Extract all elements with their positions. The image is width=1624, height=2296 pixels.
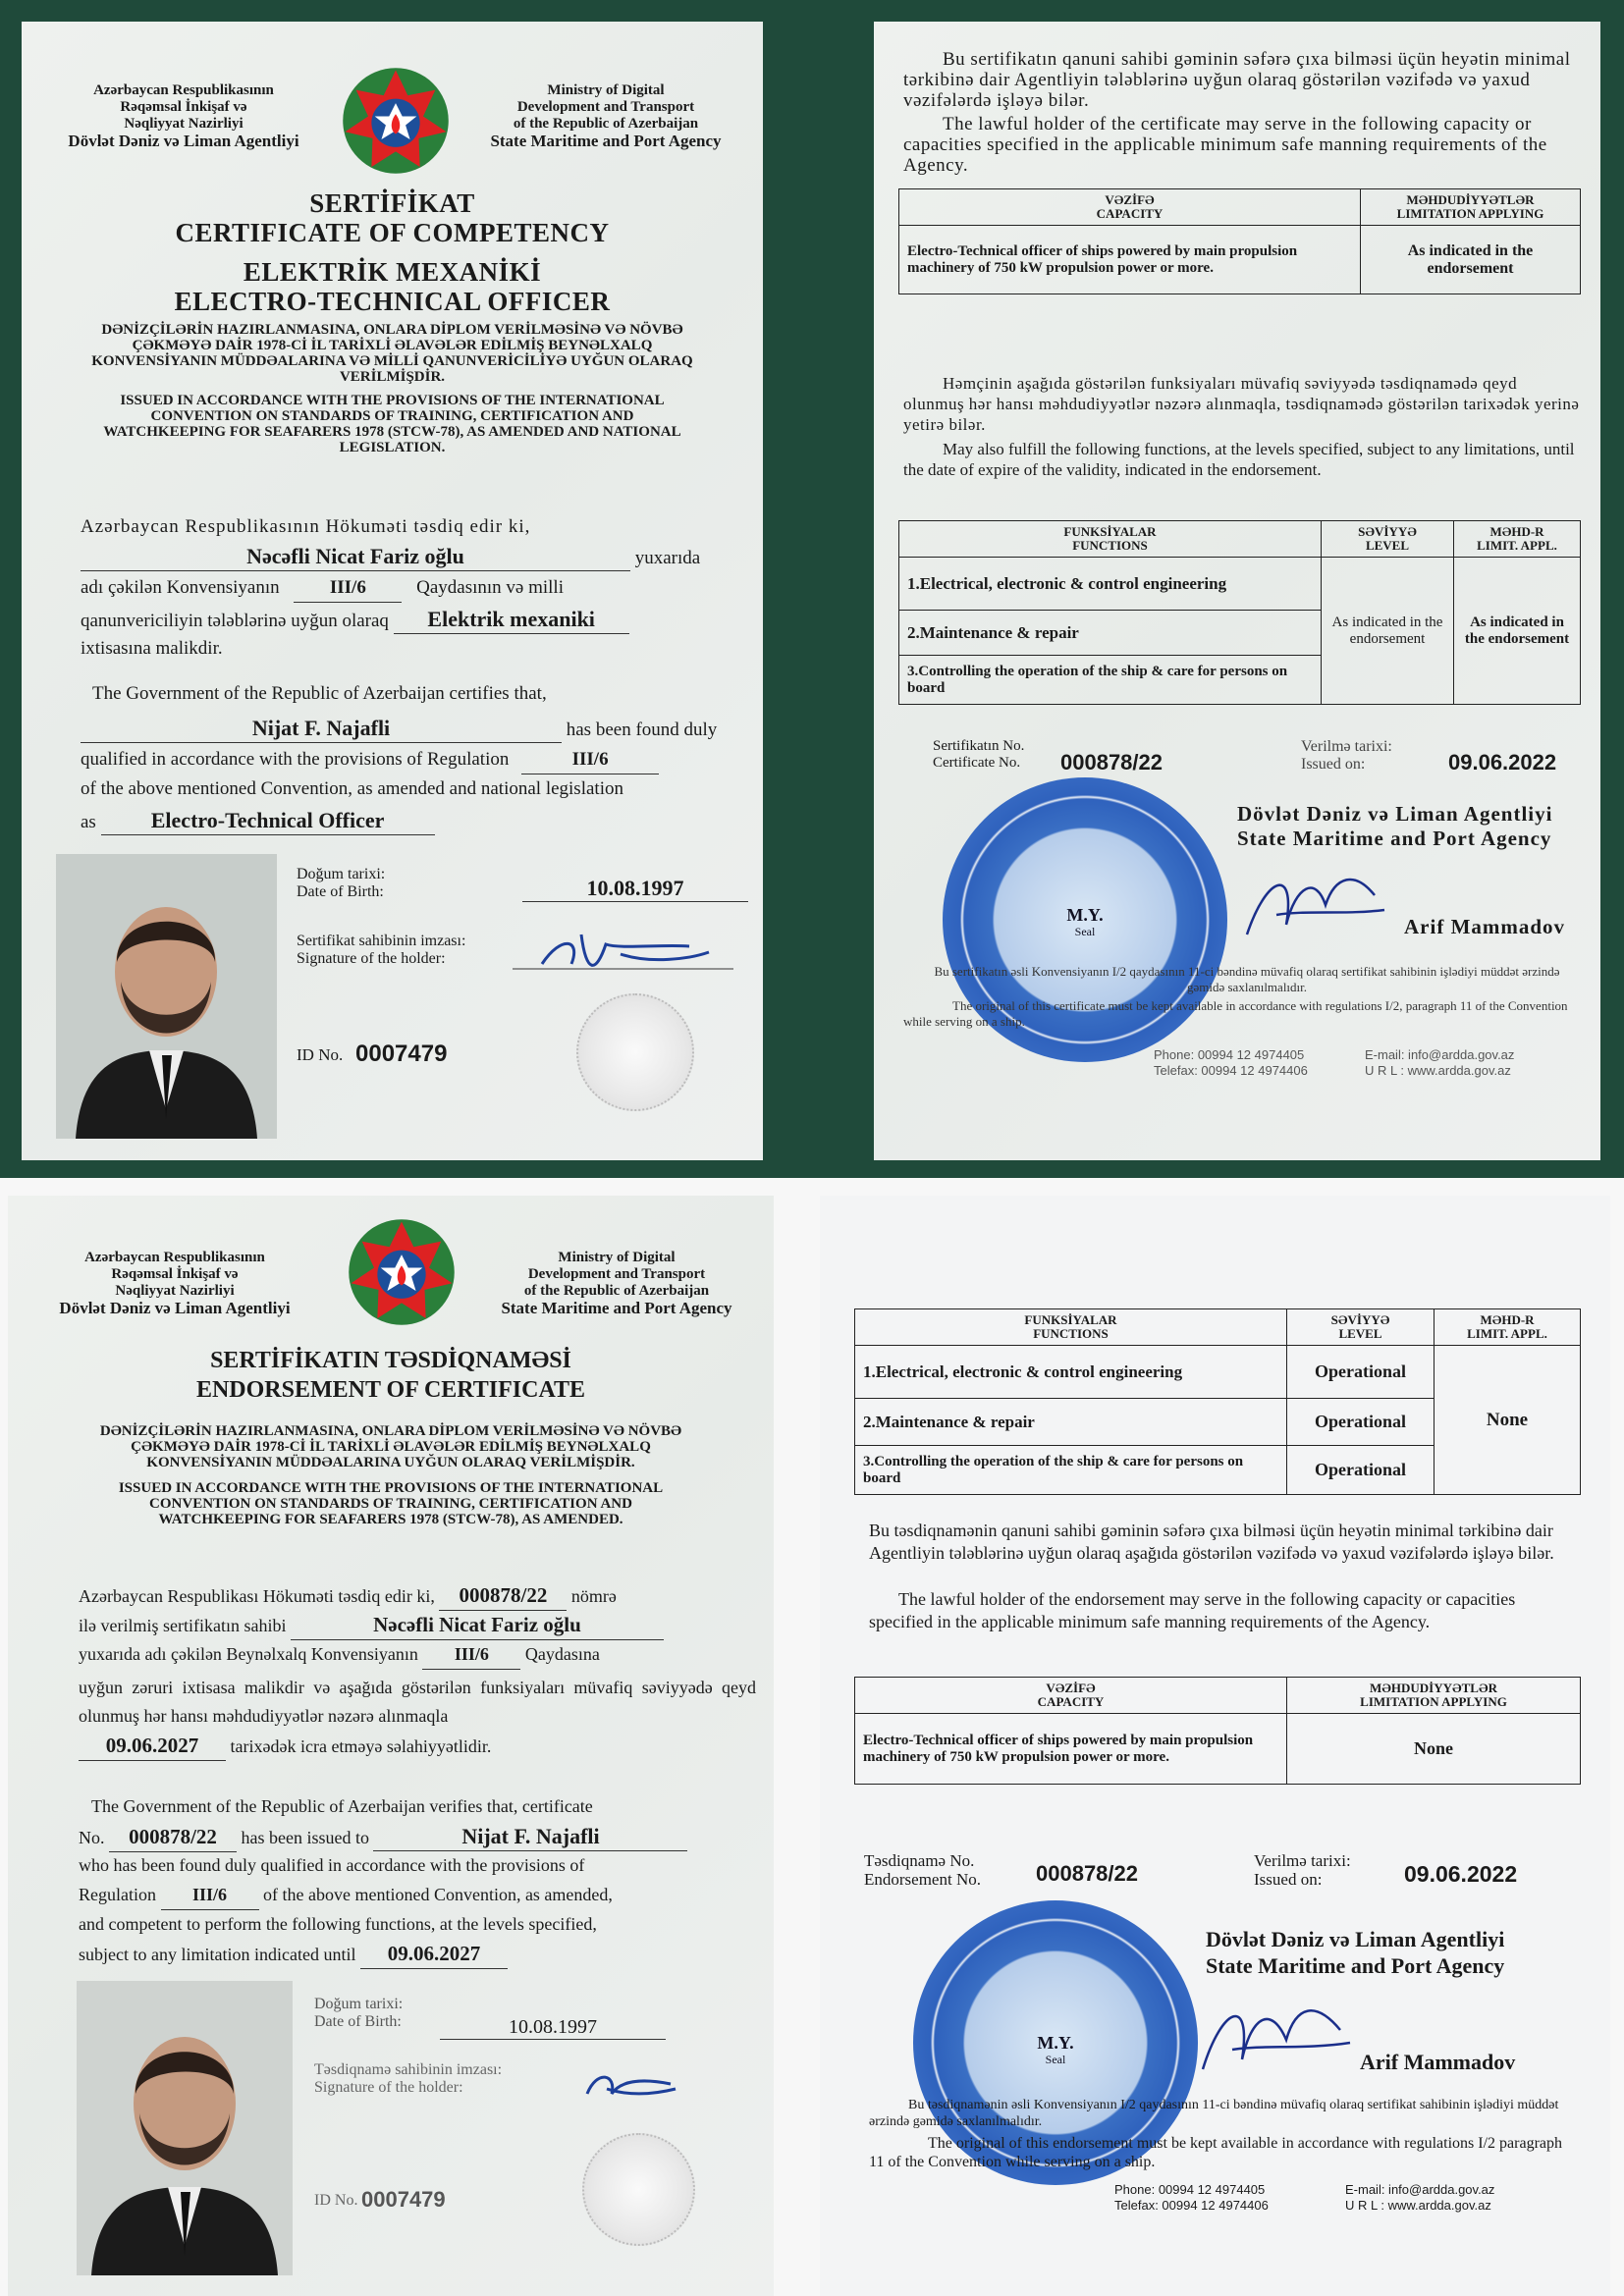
limit-cell: As indicated in the endorsement (1454, 558, 1581, 705)
endorse-en-line5: and competent to perform the following functions, at the levels specified, (79, 1914, 597, 1934)
endorse-en-line3: who has been found duly qualified in accordance with the provisions of (79, 1855, 585, 1875)
limitation-cell: None (1287, 1714, 1581, 1785)
az-statement-line4: ixtisasına malikdir. (81, 638, 223, 659)
rank-title-en: ELECTRO-TECHNICAL OFFICER (174, 287, 611, 316)
certno-label-en: Certificate No. (933, 755, 1021, 771)
functions-paragraph-en: May also fulfill the following functions, at the levels specified, subject to any limitations, until the date of expire of the validity, indicated in the endorsement. (903, 440, 1575, 479)
certificate-number: 000878/22 (109, 1823, 237, 1852)
dob-label-en: Date of Birth: (297, 883, 384, 900)
endorse-en-line6 (79, 1940, 766, 1969)
header-en: LEVEL (1338, 1326, 1382, 1341)
header-line: Development and Transport (516, 99, 695, 115)
level-cell-1: Operational (1287, 1346, 1435, 1399)
legal-basis-en: ISSUED IN ACCORDANCE WITH THE PROVISIONS OF THE INTERNATIONAL CONVENTION ON STANDARDS OF TRAINING, CERTIFICATION AND WATCHKEEPING FOR SEAFARERS 1978 (STCW-78), AS AMENDED. (118, 1480, 664, 1527)
id-label: ID No. (297, 1045, 344, 1064)
header-az: FUNKSİYALAR (1024, 1312, 1117, 1327)
header-issuer-en (469, 1250, 764, 1316)
capacity-paragraph-az: Bu təsdiqnamənin qanuni sahibi gəminin səfərə çıxa bilməsi üçün heyətin minimal tərkibinə dair Agentliyin tələblərinə uyğun olaraq aşağıda göstərilən vəzifədə və yaxud vəzifələrdə işləyə bilər. (869, 1521, 1554, 1563)
endorse-az-line3 (79, 1640, 766, 1670)
signature-label-az: Təsdiqnamə sahibinin imzası: (314, 2061, 503, 2078)
embossed-seal (576, 993, 694, 1111)
website-url: U R L : www.ardda.gov.az (1345, 2198, 1491, 2213)
dob-label-en: Date of Birth: (314, 2013, 402, 2030)
regulation-number: III/6 (422, 1640, 520, 1670)
dob-labels (314, 1996, 403, 2031)
capacity-paragraph-az: Bu sertifikatın qanuni sahibi gəminin səfərə çıxa bilməsi üçün heyətin minimal tərkibinə dair Agentliyin tələblərinə uyğun olaraq göstərilən vəzifədə və yaxud vəzifələrdə işləyə bilər. (903, 49, 1571, 111)
website-url: U R L : www.ardda.gov.az (1365, 1063, 1511, 1078)
signature-label-en: Signature of the holder: (314, 2079, 463, 2096)
stamp-mark: M.Y. (1066, 905, 1104, 925)
az-text: adı çəkilən Konvensiyanın (81, 577, 280, 598)
phone: Phone: 00994 12 4974405 (1154, 1047, 1305, 1062)
endorse-az-line5 (79, 1732, 766, 1761)
header-line: Dövlət Dəniz və Liman Agentliyi (68, 132, 299, 150)
endorse-az-line2 (79, 1611, 766, 1640)
valid-until-date: 09.06.2027 (360, 1940, 508, 1969)
functions-table (854, 1308, 1581, 1495)
az-statement-line3 (81, 605, 748, 635)
header-en: LIMIT. APPL. (1477, 538, 1557, 553)
header-line: Azərbaycan Respublikasının (93, 82, 274, 98)
en-statement-line1 (81, 714, 748, 744)
en-text: No. (79, 1828, 105, 1847)
certificate-title-en: CERTIFICATE OF COMPETENCY (175, 218, 610, 247)
issue-date: 09.06.2022 (1404, 1861, 1518, 1887)
az-text: yuxarıda (634, 548, 701, 568)
function-row-2: 2.Maintenance & repair (855, 1399, 1287, 1446)
header-issuer-az (32, 1250, 317, 1316)
date-of-birth: 10.08.1997 (522, 876, 748, 902)
stamp-mark: M.Y. (1037, 2033, 1074, 2053)
stamp-mark-en: Seal (1074, 925, 1096, 938)
valid-until-date: 09.06.2027 (79, 1732, 226, 1761)
email: E-mail: info@ardda.gov.az (1345, 2182, 1495, 2197)
az-text: Qaydasına (524, 1644, 600, 1664)
certificate-title-az: SERTİFİKAT (309, 188, 475, 218)
agency-name-en: State Maritime and Port Agency (1237, 827, 1552, 850)
issued-labels (1301, 738, 1392, 774)
person-photo-icon (77, 1981, 293, 2275)
holder-name-en: Nijat F. Najafli (373, 1822, 687, 1851)
holder-name-az: Nəcəfli Nicat Fariz oğlu (81, 542, 630, 571)
az-text: tarixədək icra etməyə səlahiyyətlidir. (230, 1736, 492, 1756)
header-en: LIMITATION APPLYING (1360, 1694, 1507, 1709)
official-signature-icon (1193, 1986, 1360, 2084)
original-note-az: Bu sertifikatın əsli Konvensiyanın I/2 qaydasının 11-ci bəndinə müvafiq olaraq sertifikat sahibinin işlədiyi müddət ərzində gəmidə saxlanılmalıdır. (934, 964, 1560, 994)
capacity-paragraph-en: The lawful holder of the endorsement may serve in the following capacity or capacities specified in the applicable minimum safe manning requirements of the Agency. (869, 1589, 1516, 1631)
capacity-paragraph-en: The lawful holder of the certificate may serve in the following capacity or capacities specified in the applicable minimum safe manning requirements of the Agency. (903, 114, 1547, 176)
limitation-header (1287, 1678, 1581, 1714)
en-text: Regulation (79, 1885, 156, 1904)
telefax: Telefax: 00994 12 4974406 (1114, 2198, 1269, 2213)
capacity-table (854, 1677, 1581, 1785)
header-az: FUNKSİYALAR (1063, 524, 1157, 539)
agency-name-az: Dövlət Dəniz və Liman Agentliyi (1237, 802, 1553, 826)
header-line: Dövlət Dəniz və Liman Agentliyi (59, 1299, 291, 1317)
holder-name-en: Nijat F. Najafli (81, 714, 562, 743)
dob-label-az: Doğum tarixi: (314, 1996, 404, 2012)
header-issuer-en (459, 82, 753, 149)
functions-paragraph-az: Həmçinin aşağıda göstərilən funksiyaları müvafiq səviyyədə təsdiqnamədə qeyd olunmuş hər hansı məhdudiyyətlər nəzərə alınmaqla, təsdiqnamədə göstərilən tarixədək yerinə yetirə bilər. (903, 374, 1580, 434)
endorsement-page-right (820, 1196, 1610, 2296)
az-text: ilə verilmiş sertifikatın sahibi (79, 1616, 287, 1635)
header-line: State Maritime and Port Agency (490, 132, 722, 150)
header-en: LIMITATION APPLYING (1396, 206, 1544, 221)
header-line: Rəqəmsal İnkişaf və (111, 1266, 239, 1282)
functions-header (899, 521, 1322, 558)
issued-labels (1254, 1851, 1351, 1889)
header-line: Nəqliyyat Nazirliyi (124, 116, 244, 132)
header-line: Ministry of Digital (547, 82, 665, 98)
header-line: Ministry of Digital (558, 1250, 676, 1265)
original-note-az: Bu təsdiqnamənin əsli Konvensiyanın I/2 qaydasının 11-ci bəndinə müvafiq olaraq sertifikat sahibinin işlədiyi müddət ərzində gəmidə saxlanılmalıdır. (869, 2098, 1559, 2129)
email: E-mail: info@ardda.gov.az (1365, 1047, 1515, 1062)
original-note-en: The original of this certificate must be kept available in accordance with regulations I/2, paragraph 11 of the Convention while serving on a ship. (903, 998, 1568, 1029)
header-az: VƏZİFƏ (1105, 192, 1155, 207)
issue-date: 09.06.2022 (1448, 750, 1557, 774)
header-en: FUNCTIONS (1072, 538, 1148, 553)
certno-labels (933, 738, 1024, 772)
certificate-page-right (874, 22, 1600, 1160)
limitation-cell: As indicated in the endorsement (1361, 226, 1581, 294)
dob-label-az: Doğum tarixi: (297, 866, 386, 882)
phone-block (1154, 1047, 1308, 1079)
header-az: MƏHD-R (1480, 1312, 1535, 1327)
person-photo-icon (56, 854, 277, 1139)
header-line: of the Republic of Azerbaijan (513, 116, 699, 132)
signature-labels (314, 2061, 502, 2097)
level-header (1322, 521, 1454, 558)
capacity-header (855, 1678, 1287, 1714)
header-en: CAPACITY (1096, 206, 1164, 221)
level-cell-2: Operational (1287, 1399, 1435, 1446)
endorse-en-line1: The Government of the Republic of Azerbaijan verifies that, certificate (91, 1796, 593, 1816)
en-text: has been found duly (566, 720, 718, 740)
az-text: yuxarıda adı çəkilən Beynəlxalq Konvensiyanın (79, 1644, 418, 1664)
level-header (1287, 1309, 1435, 1346)
az-text: qanunvericiliyin tələblərinə uyğun olaraq (81, 611, 389, 631)
certificate-number: 000878/22 (439, 1581, 567, 1611)
header-az: MƏHD-R (1489, 524, 1544, 539)
regulation-number: III/6 (161, 1881, 259, 1910)
az-text: Azərbaycan Respublikası Hökuməti təsdiq edir ki, (79, 1586, 435, 1606)
signatory-name: Arif Mammadov (1360, 2050, 1516, 2074)
limit-header (1435, 1309, 1581, 1346)
regulation-number: III/6 (521, 745, 659, 774)
endorse-az-line4: uyğun zəruri ixtisasa malikdir və aşağıda göstərilən funksiyaları müvafiq səviyyədə qeyd olunmuş hər hansı məhdudiyyətlər nəzərə alınmaqla (79, 1678, 756, 1726)
no-label-en: Endorsement No. (864, 1870, 981, 1889)
limit-cell: None (1435, 1346, 1581, 1495)
signatory-name: Arif Mammadov (1404, 915, 1566, 938)
endorse-en-line4 (79, 1881, 766, 1910)
en-text: of the above mentioned Convention, as amended, (263, 1885, 613, 1904)
function-row-2: 2.Maintenance & repair (899, 611, 1322, 656)
endorsement-title-az: SERTİFİKATIN TƏSDİQNAMƏSİ (210, 1348, 571, 1373)
capacity-cell: Electro-Technical officer of ships powered by main propulsion machinery of 750 kW propulsion power or more. (855, 1714, 1287, 1785)
stamp-mark-en: Seal (1045, 2053, 1066, 2066)
legal-basis-az: DƏNİZÇİLƏRİN HAZIRLANMASINA, ONLARA DİPLOM VERİLMƏSİNƏ VƏ NÖVBƏ ÇƏKMƏYƏ DAİR 1978-Cİ İL TARİXLİ ƏLAVƏLƏR EDİLMİŞ BEYNƏLXALQ KONVENSİYANIN MÜDDƏALARINA VƏ MİLLİ QANUNVERİCİLİYƏ UYĞUN OLARAQ VERİLMİŞDİR. (91, 322, 693, 385)
header-issuer-az (41, 82, 326, 149)
header-en: LIMIT. APPL. (1467, 1326, 1547, 1341)
signature-label-en: Signature of the holder: (297, 950, 446, 967)
en-text: as (81, 812, 96, 832)
header-az: MƏHDUDİYYƏTLƏR (1406, 192, 1535, 207)
az-text: nömrə (570, 1586, 617, 1606)
header-en: FUNCTIONS (1033, 1326, 1109, 1341)
telefax: Telefax: 00994 12 4974406 (1154, 1063, 1308, 1078)
agency-name-en: State Maritime and Port Agency (1206, 1953, 1505, 1978)
id-number: 0007479 (361, 2187, 446, 2212)
header-line: State Maritime and Port Agency (501, 1299, 732, 1317)
no-label-az: Təsdiqnamə No. (864, 1851, 975, 1870)
id-number: 0007479 (355, 1041, 448, 1067)
limit-header (1454, 521, 1581, 558)
header-line: Development and Transport (527, 1266, 706, 1282)
header-az: SƏVİYYƏ (1358, 524, 1417, 539)
endorse-en-line2 (79, 1822, 766, 1852)
functions-header (855, 1309, 1287, 1346)
issued-label-az: Verilmə tarixi: (1254, 1851, 1351, 1870)
web-block (1345, 2182, 1494, 2214)
certificate-page-left (22, 22, 763, 1160)
original-note-en: The original of this endorsement must be kept available in accordance with regulations I/2 paragraph 11 of the Convention while serving on a ship. (869, 2135, 1562, 2170)
holder-photo (77, 1981, 293, 2275)
regulation-number: III/6 (294, 573, 402, 603)
header-line: Rəqəmsal İnkişaf və (120, 99, 247, 115)
limitation-header (1361, 189, 1581, 226)
level-cell: As indicated in the endorsement (1322, 558, 1454, 705)
endorsement-number: 000878/22 (1036, 1861, 1138, 1886)
capacity-cell: Electro-Technical officer of ships powered by main propulsion machinery of 750 kW propulsion power or more. (899, 226, 1361, 294)
holder-signature-icon (513, 925, 738, 984)
official-signature-icon (1237, 856, 1394, 944)
en-text: qualified in accordance with the provisions of Regulation (81, 749, 510, 770)
phone-block (1114, 2182, 1269, 2214)
az-statement-line2 (81, 573, 748, 603)
header-line: of the Republic of Azerbaijan (523, 1283, 710, 1299)
web-block (1365, 1047, 1514, 1079)
en-text: subject to any limitation indicated until (79, 1945, 356, 1964)
certno-label-az: Sertifikatın No. (933, 738, 1025, 754)
capacity-header (899, 189, 1361, 226)
state-emblem-icon (341, 66, 451, 176)
legal-basis-en: ISSUED IN ACCORDANCE WITH THE PROVISIONS OF THE INTERNATIONAL CONVENTION ON STANDARDS OF TRAINING, CERTIFICATION AND WATCHKEEPING FOR SEAFARERS 1978 (STCW-78), AS AMENDED AND NATIONAL LEGISLATION. (103, 393, 681, 455)
header-line: Nəqliyyat Nazirliyi (115, 1283, 235, 1299)
holder-name-az: Nəcəfli Nicat Fariz oğlu (291, 1611, 664, 1640)
az-text: Qaydasının və milli (416, 577, 564, 598)
endorsement-page-left (8, 1196, 774, 2296)
endorsement-title-en: ENDORSEMENT OF CERTIFICATE (195, 1377, 586, 1403)
function-row-1: 1.Electrical, electronic & control engineering (899, 558, 1322, 611)
header-az: MƏHDUDİYYƏTLƏR (1370, 1681, 1497, 1695)
id-label: ID No. (314, 2192, 358, 2209)
en-statement-line2 (81, 745, 758, 774)
en-statement-intro: The Government of the Republic of Azerbaijan certifies that, (92, 683, 547, 704)
endorsement-no-labels (864, 1851, 981, 1889)
signature-labels (297, 933, 465, 968)
issued-label-en: Issued on: (1254, 1870, 1323, 1889)
phone: Phone: 00994 12 4974405 (1114, 2182, 1266, 2197)
rank-title-az: ELEKTRİK MEXANİKİ (243, 257, 542, 287)
level-cell-3: Operational (1287, 1446, 1435, 1495)
en-statement-line3: of the above mentioned Convention, as amended and national legislation (81, 778, 623, 799)
certificate-number: 000878/22 (1060, 750, 1163, 774)
agency-name-az: Dövlət Dəniz və Liman Agentliyi (1206, 1927, 1505, 1951)
en-statement-line4 (81, 806, 758, 836)
header-az: VƏZİFƏ (1046, 1681, 1096, 1695)
endorse-az-line1 (79, 1581, 766, 1611)
az-statement-intro: Azərbaycan Respublikasının Hökuməti təsdiq edir ki, (81, 516, 531, 537)
header-en: CAPACITY (1037, 1694, 1105, 1709)
issued-label-az: Verilmə tarixi: (1301, 738, 1392, 755)
header-en: LEVEL (1365, 538, 1410, 553)
signature-label-az: Sertifikat sahibinin imzası: (297, 933, 466, 949)
function-row-3: 3.Controlling the operation of the ship & care for persons on board (899, 656, 1322, 705)
functions-table (898, 520, 1581, 705)
legal-basis-az: DƏNİZÇİLƏRİN HAZIRLANMASINA, ONLARA DİPLOM VERİLMƏSİNƏ VƏ NÖVBƏ ÇƏKMƏYƏ DAİR 1978-Cİ İL TARİXLİ ƏLAVƏLƏR EDİLMİŞ BEYNƏLXALQ KONVENSİYANIN MÜDDƏALARINA UYĞUN OLARAQ VERİLMİŞDİR. (99, 1423, 682, 1470)
rank-field-az: Elektrik mexaniki (394, 605, 629, 634)
state-emblem-icon (347, 1217, 457, 1327)
date-of-birth: 10.08.1997 (440, 2016, 666, 2040)
capacity-table (898, 188, 1581, 294)
holder-signature-icon (577, 2059, 685, 2109)
header-az: SƏVİYYƏ (1330, 1312, 1390, 1327)
issued-label-en: Issued on: (1301, 756, 1366, 773)
holder-photo (56, 854, 277, 1139)
rank-field-en: Electro-Technical Officer (101, 806, 435, 835)
az-statement-line1 (81, 542, 729, 572)
function-row-1: 1.Electrical, electronic & control engineering (855, 1346, 1287, 1399)
en-text: has been issued to (241, 1828, 369, 1847)
dob-labels (297, 866, 385, 901)
embossed-seal (582, 2133, 695, 2246)
function-row-3: 3.Controlling the operation of the ship & care for persons on board (855, 1446, 1287, 1495)
header-line: Azərbaycan Respublikasının (84, 1250, 265, 1265)
